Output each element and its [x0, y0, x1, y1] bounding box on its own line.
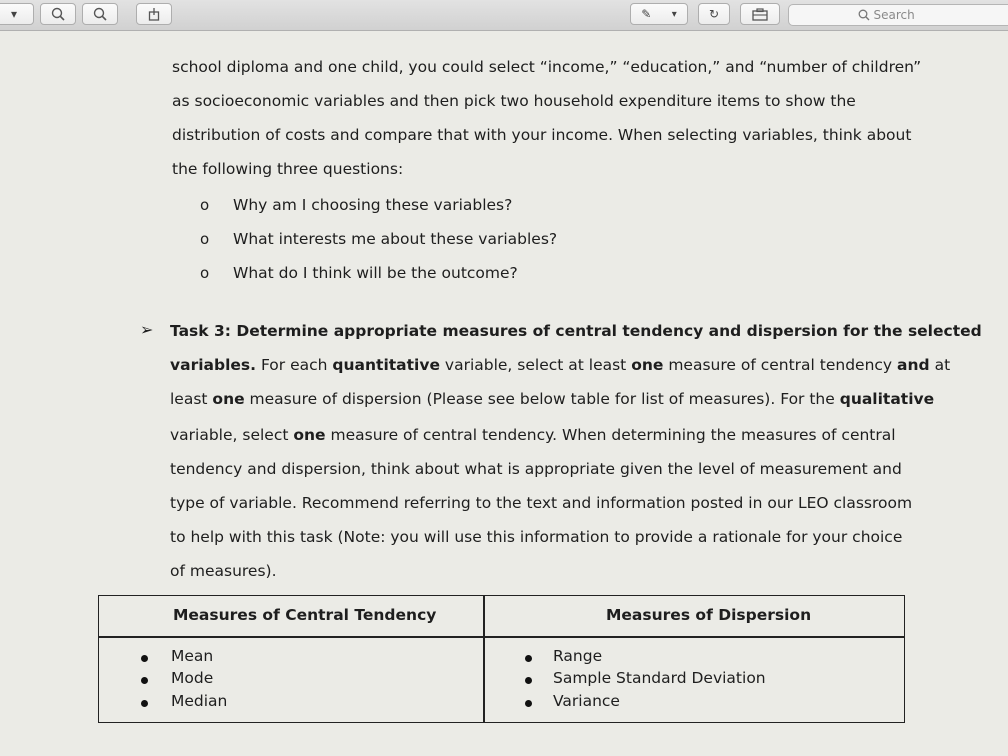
pen-icon: ✎: [641, 7, 652, 21]
question-item: What interests me about these variables?: [233, 230, 558, 248]
bold-text: qualitative: [839, 390, 935, 408]
table-divider: [483, 596, 485, 722]
rotate-button[interactable]: [698, 3, 730, 25]
rotate-icon: ↻: [708, 7, 720, 21]
dispersion-measure-item: Variance: [553, 692, 620, 710]
toolbox-button[interactable]: [740, 3, 780, 25]
bullet-icon: [525, 700, 532, 707]
central-measure-item: Median: [171, 692, 228, 710]
share-button[interactable]: [136, 3, 172, 25]
paragraph-line: the following three questions:: [172, 160, 404, 178]
table-header-dispersion: Measures of Dispersion: [606, 606, 812, 624]
sidebar-toggle-button[interactable]: [0, 3, 34, 25]
paragraph-line: as socioeconomic variables and then pick two household expenditure items to show the: [172, 92, 856, 110]
zoom-in-icon: [93, 7, 107, 21]
bold-text: variables.: [170, 356, 257, 374]
bullet-icon: [141, 655, 148, 662]
question-item: What do I think will be the outcome?: [233, 264, 518, 282]
list-bullet: o: [200, 230, 210, 248]
text: least: [170, 390, 213, 408]
share-icon: [147, 7, 161, 21]
list-bullet: o: [200, 264, 210, 282]
paragraph-line: distribution of costs and compare that with your income. When selecting variables, think about: [172, 126, 912, 144]
zoom-in-button[interactable]: [82, 3, 118, 25]
text: measure of dispersion (Please see below table for list of measures). For the: [244, 390, 840, 408]
dispersion-measure-item: Range: [553, 647, 603, 665]
zoom-out-icon: [51, 7, 65, 21]
dispersion-measure-item: Sample Standard Deviation: [553, 669, 766, 687]
question-item: Why am I choosing these variables?: [233, 196, 513, 214]
bullet-icon: [525, 655, 532, 662]
bold-text: one: [212, 390, 245, 408]
measures-table: [98, 595, 905, 723]
bold-text: one: [293, 426, 326, 444]
table-divider: [99, 636, 904, 638]
bullet-icon: [141, 700, 148, 707]
zoom-out-button[interactable]: [40, 3, 76, 25]
search-icon: [858, 9, 870, 21]
task3-line: of measures).: [170, 562, 277, 580]
paragraph-line: school diploma and one child, you could select “income,” “education,” and “number of children”: [172, 58, 922, 76]
text: measure of central tendency: [663, 356, 898, 374]
list-bullet: o: [200, 196, 210, 214]
task3-line: [170, 356, 950, 374]
bullet-icon: [525, 677, 532, 684]
toolbox-icon: [752, 8, 768, 21]
task3-line: [170, 390, 934, 408]
search-input[interactable]: [870, 8, 944, 22]
task3-line: tendency and dispersion, think about what is appropriate given the level of measurement and: [170, 460, 902, 478]
text: For each: [256, 356, 333, 374]
arrow-bullet-icon: ➢: [140, 320, 154, 339]
task3-line: type of variable. Recommend referring to the text and information posted in our LEO classroom: [170, 494, 913, 512]
search-field[interactable]: [788, 4, 1008, 26]
bold-text: quantitative: [332, 356, 440, 374]
central-measure-item: Mode: [171, 669, 214, 687]
toolbar: [0, 0, 1008, 31]
text: variable, select: [170, 426, 294, 444]
task3-line: to help with this task (Note: you will use this information to provide a rationale for your choice: [170, 528, 903, 546]
table-header-central: Measures of Central Tendency: [173, 606, 437, 624]
bold-text: one: [631, 356, 664, 374]
chevron-down-icon: ▾: [10, 7, 18, 21]
text: variable, select at least: [439, 356, 632, 374]
task3-line: [170, 426, 896, 444]
task3-heading: [170, 322, 982, 340]
task3-title: Task 3: Determine appropriate measures of central tendency and dispersion for the selected: [170, 322, 982, 340]
chevron-down-icon: ▾: [671, 8, 677, 20]
central-measure-item: Mean: [171, 647, 214, 665]
text: measure of central tendency. When determining the measures of central: [325, 426, 896, 444]
bullet-icon: [141, 677, 148, 684]
document-page: [0, 30, 1008, 756]
markup-button[interactable]: [630, 3, 688, 25]
bold-text: and: [897, 356, 930, 374]
text: at: [929, 356, 951, 374]
